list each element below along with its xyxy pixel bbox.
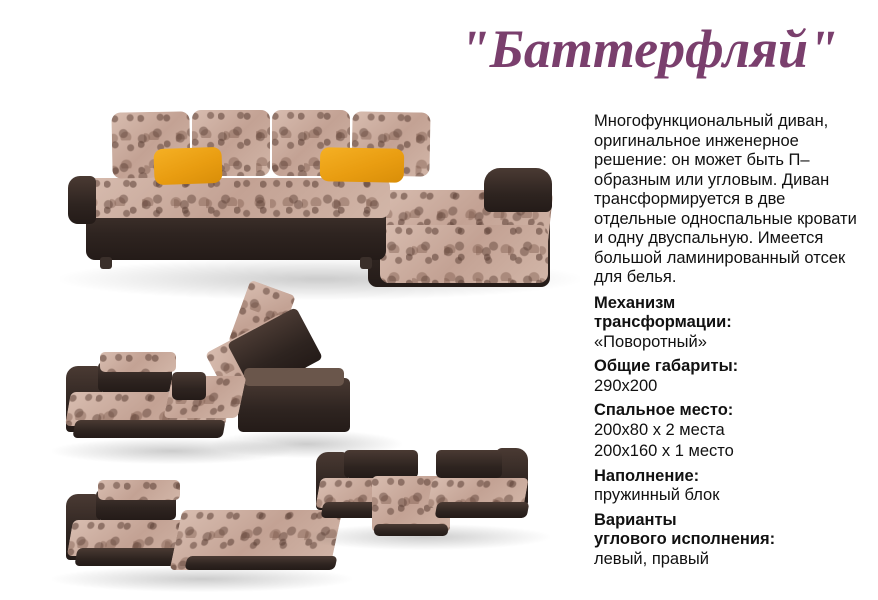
- storage-box-rim: [244, 368, 344, 386]
- single-bed-side-panel: [172, 372, 206, 400]
- spec-value-sleeping-area-1: 200х80 х 2 места: [594, 420, 725, 439]
- spec-value-filling: пружинный блок: [594, 486, 720, 504]
- single-bed-back-cushion: [100, 352, 176, 372]
- ottoman-sofa-backrest: [344, 450, 418, 478]
- page-title: "Баттерфляй": [459, 19, 838, 79]
- double-bed-back-cushion: [98, 480, 180, 500]
- main-sofa-chaise-front: [380, 225, 548, 283]
- main-sofa-left-armrest: [68, 176, 96, 224]
- main-sofa-leg-left: [100, 257, 112, 269]
- main-sofa-accent-pillow-left: [153, 147, 222, 185]
- spec-value-dimensions: 290х200: [594, 376, 658, 395]
- storage-box: [238, 378, 350, 432]
- single-bed-shadow: [52, 438, 292, 464]
- double-bed-frame-right: [185, 556, 338, 570]
- product-description: Многофункциональный диван, оригинальное инженерное решение: он может быть П–образным или угловым. Диван трансформируется в две отдельные односпальные кровати и одну двуспальную. Имеется большой ламинированный отсек для белья.: [594, 112, 857, 286]
- main-sofa-seat: [78, 178, 390, 218]
- spec-label-mechanism-cont: трансформации:: [594, 313, 732, 331]
- ottoman-block-base: [374, 524, 448, 536]
- spec-label-corner-options: Варианты: [594, 510, 677, 529]
- spec-label-corner-options-cont: углового исполнения:: [594, 530, 776, 548]
- spec-label-sleeping-area: Спальное место:: [594, 401, 734, 419]
- spec-label-mechanism: Механизм: [594, 293, 676, 312]
- spec-value-sleeping-area-2: 200х160 х 1 место: [594, 442, 734, 460]
- spec-label-dimensions: Общие габариты:: [594, 357, 739, 375]
- main-sofa-leg-right: [360, 257, 372, 269]
- single-bed-frame: [72, 420, 225, 438]
- ottoman-sofa-base-right: [435, 502, 530, 518]
- main-sofa-accent-pillow-right: [320, 147, 405, 182]
- main-sofa-right-armrest: [484, 168, 552, 212]
- spec-value-corner-options: левый, правый: [594, 549, 709, 568]
- product-specifications: [594, 112, 870, 571]
- ottoman-sofa-backrest-right: [436, 450, 502, 478]
- spec-value-mechanism: «Поворотный»: [594, 332, 707, 351]
- spec-label-filling: Наполнение:: [594, 466, 700, 485]
